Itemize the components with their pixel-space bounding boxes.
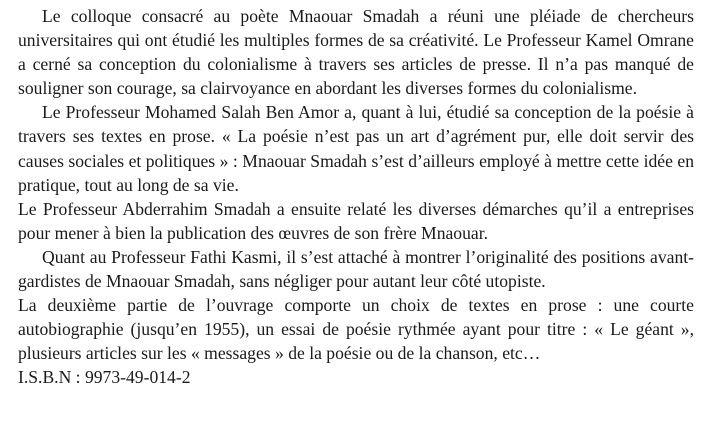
paragraph-ben-amor: Le Professeur Mohamed Salah Ben Amor a, quant à lui, étudié sa conception de la poésie à travers ses textes en prose. « La poésie n’est pas un art d’agrément pur, elle doit servir des causes sociales et politiques » : Mnaouar Smadah s’est d’ailleurs employé à mettre cette idée en pratique, tout au long de sa vie. <box>18 102 694 195</box>
isbn-line: I.S.B.N : 9973-49-014-2 <box>18 367 191 388</box>
document-page <box>18 4 694 390</box>
paragraph-fathi-kasmi: Quant au Professeur Fathi Kasmi, il s’est attaché à montrer l’originalité des positions avant-gardistes de Mnaouar Smadah, sans négliger pour autant leur côté utopiste. <box>18 246 694 292</box>
paragraph-colloque: Le colloque consacré au poète Mnaouar Smadah a réuni une pléiade de chercheurs universitaires qui ont étudié les multiples formes de sa créativité. Le Professeur Kamel Omrane a cerné sa conception du colonialisme à travers ses articles de presse. Il n’a pas manqué de souligner son courage, sa clairvoyance en abordant les diverses formes du colonialisme. <box>18 6 694 99</box>
paragraph-deuxieme-partie: La deuxième partie de l’ouvrage comporte un choix de textes en prose : une courte autobiographie (jusqu’en 1955), un essai de poésie rythmée ayant pour titre : « Le géant », plusieurs articles sur les « messages » de la poésie ou de la chanson, etc… <box>18 295 694 364</box>
paragraph-abderrahim-smadah: Le Professeur Abderrahim Smadah a ensuite relaté les diverses démarches qu’il a entreprises pour mener à bien la publication des œuvres de son frère Mnaouar. <box>18 198 694 243</box>
